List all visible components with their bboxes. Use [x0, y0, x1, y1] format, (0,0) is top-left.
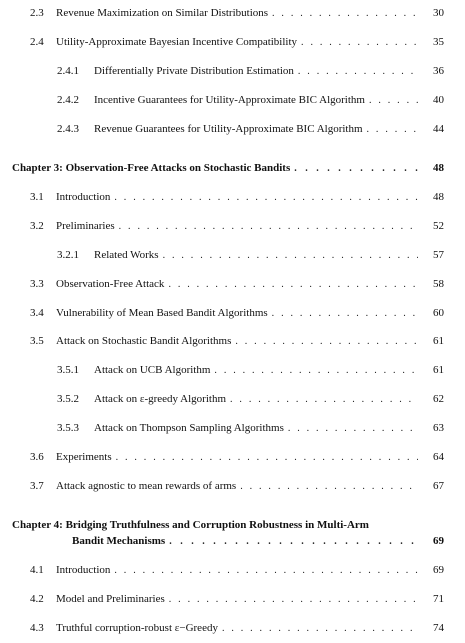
- page-number: 60: [433, 307, 444, 319]
- page-number: 40: [433, 94, 444, 106]
- section-title: Attack on Stochastic Bandit Algorithms: [56, 335, 232, 347]
- section-title: Attack agnostic to mean rewards of arms: [56, 480, 237, 492]
- section-title: Introduction: [56, 564, 111, 576]
- section-number: 2.4.3: [57, 123, 79, 135]
- page-number: 57: [433, 249, 444, 261]
- section-title: Revenue Maximization on Similar Distributions: [56, 7, 269, 19]
- dot-leader: [298, 64, 418, 80]
- page-number: 44: [433, 123, 444, 135]
- section-number: 3.3: [30, 278, 44, 290]
- toc-entry-3-5[interactable]: [0, 333, 465, 349]
- section-title: Introduction: [56, 191, 111, 203]
- dot-leader: [169, 592, 418, 608]
- section-number: 2.4.1: [57, 65, 79, 77]
- page-number: 62: [433, 393, 444, 405]
- page-number: 64: [433, 451, 444, 463]
- dot-leader: [222, 621, 418, 637]
- section-title: Revenue Guarantees for Utility-Approximate BIC Algorithm: [94, 123, 363, 135]
- dot-leader: [214, 363, 418, 379]
- page-number: 71: [433, 593, 444, 605]
- section-title: Attack on UCB Algorithm: [94, 364, 211, 376]
- section-number: 3.5: [30, 335, 44, 347]
- section-number: 4.3: [30, 622, 44, 634]
- dot-leader: [240, 479, 418, 495]
- dot-leader: [288, 421, 418, 437]
- toc-chapter-4[interactable]: [0, 533, 465, 549]
- section-number: 3.6: [30, 451, 44, 463]
- section-title: Preliminaries: [56, 220, 115, 232]
- toc-entry-3-5-2[interactable]: [0, 391, 465, 407]
- page-number: 63: [433, 422, 444, 434]
- toc-entry-3-2-1[interactable]: [0, 247, 465, 263]
- section-number: 3.2.1: [57, 249, 79, 261]
- page-number: 48: [433, 191, 444, 203]
- section-title: Attack on ε-greedy Algorithm: [94, 393, 227, 405]
- section-number: 3.7: [30, 480, 44, 492]
- toc-entry-3-6[interactable]: [0, 449, 465, 465]
- section-number: 3.5.1: [57, 364, 79, 376]
- toc-entry-2-4-2[interactable]: [0, 92, 465, 108]
- dot-leader: [367, 122, 418, 138]
- page-number: 58: [433, 278, 444, 290]
- toc-entry-3-3[interactable]: [0, 276, 465, 292]
- section-number: 3.1: [30, 191, 44, 203]
- dot-leader: [114, 190, 418, 206]
- dot-leader: [301, 35, 418, 51]
- toc-entry-3-1[interactable]: [0, 189, 465, 205]
- section-title: Experiments: [56, 451, 112, 463]
- section-title: Differentially Private Distribution Estimation: [94, 65, 294, 77]
- dot-leader: [235, 334, 418, 350]
- section-title: Incentive Guarantees for Utility-Approximate BIC Algorithm: [94, 94, 365, 106]
- page-number: 61: [433, 364, 444, 376]
- dot-leader: [116, 450, 418, 466]
- toc-entry-4-3[interactable]: [0, 620, 465, 636]
- dot-leader: [272, 6, 418, 22]
- page-number: 69: [433, 564, 444, 576]
- toc-entry-3-5-1[interactable]: [0, 362, 465, 378]
- toc-entry-2-4[interactable]: [0, 34, 465, 50]
- toc-entry-4-1[interactable]: [0, 562, 465, 578]
- toc-chapter-3[interactable]: [0, 160, 465, 176]
- section-number: 3.4: [30, 307, 44, 319]
- chapter-title-continued: Bandit Mechanisms: [72, 535, 166, 547]
- toc-entry-4-2[interactable]: [0, 591, 465, 607]
- dot-leader: [119, 219, 418, 235]
- page-number: 69: [433, 535, 444, 547]
- section-number: 2.4: [30, 36, 44, 48]
- dot-leader: [272, 306, 418, 322]
- section-number: 2.4.2: [57, 94, 79, 106]
- section-title: Vulnerability of Mean Based Bandit Algorithms: [56, 307, 268, 319]
- dot-leader: [294, 161, 418, 177]
- page-number: 74: [433, 622, 444, 634]
- section-number: 4.1: [30, 564, 44, 576]
- section-title: Related Works: [94, 249, 159, 261]
- dot-leader: [168, 277, 418, 293]
- toc-entry-3-5-3[interactable]: [0, 420, 465, 436]
- dot-leader: [163, 248, 418, 264]
- page-number: 61: [433, 335, 444, 347]
- toc-entry-3-7[interactable]: [0, 478, 465, 494]
- toc-entry-2-4-1[interactable]: [0, 63, 465, 79]
- chapter-title: Chapter 3: Observation-Free Attacks on Stochastic Bandits: [12, 162, 291, 174]
- toc-entry-2-3[interactable]: [0, 5, 465, 21]
- dot-leader: [230, 392, 418, 408]
- section-number: 3.5.2: [57, 393, 79, 405]
- dot-leader: [169, 534, 418, 550]
- section-title: Attack on Thompson Sampling Algorithms: [94, 422, 284, 434]
- page-number: 67: [433, 480, 444, 492]
- chapter-title: Chapter 4: Bridging Truthfulness and Corruption Robustness in Multi-Arm: [12, 519, 369, 531]
- page-number: 30: [433, 7, 444, 19]
- section-number: 3.5.3: [57, 422, 79, 434]
- toc-chapter-4-line-1[interactable]: [0, 517, 465, 533]
- page-number: 35: [433, 36, 444, 48]
- section-title: Observation-Free Attack: [56, 278, 165, 290]
- toc-entry-3-2[interactable]: [0, 218, 465, 234]
- dot-leader: [114, 563, 418, 579]
- dot-leader: [369, 93, 418, 109]
- section-number: 3.2: [30, 220, 44, 232]
- section-number: 4.2: [30, 593, 44, 605]
- toc-entry-3-4[interactable]: [0, 305, 465, 321]
- section-number: 2.3: [30, 7, 44, 19]
- section-title: Model and Preliminaries: [56, 593, 165, 605]
- page-number: 52: [433, 220, 444, 232]
- section-title: Truthful corruption-robust ε−Greedy: [56, 622, 218, 634]
- page-number: 48: [433, 162, 444, 174]
- section-title: Utility-Approximate Bayesian Incentive Compatibility: [56, 36, 298, 48]
- page-number: 36: [433, 65, 444, 77]
- toc-entry-2-4-3[interactable]: [0, 121, 465, 137]
